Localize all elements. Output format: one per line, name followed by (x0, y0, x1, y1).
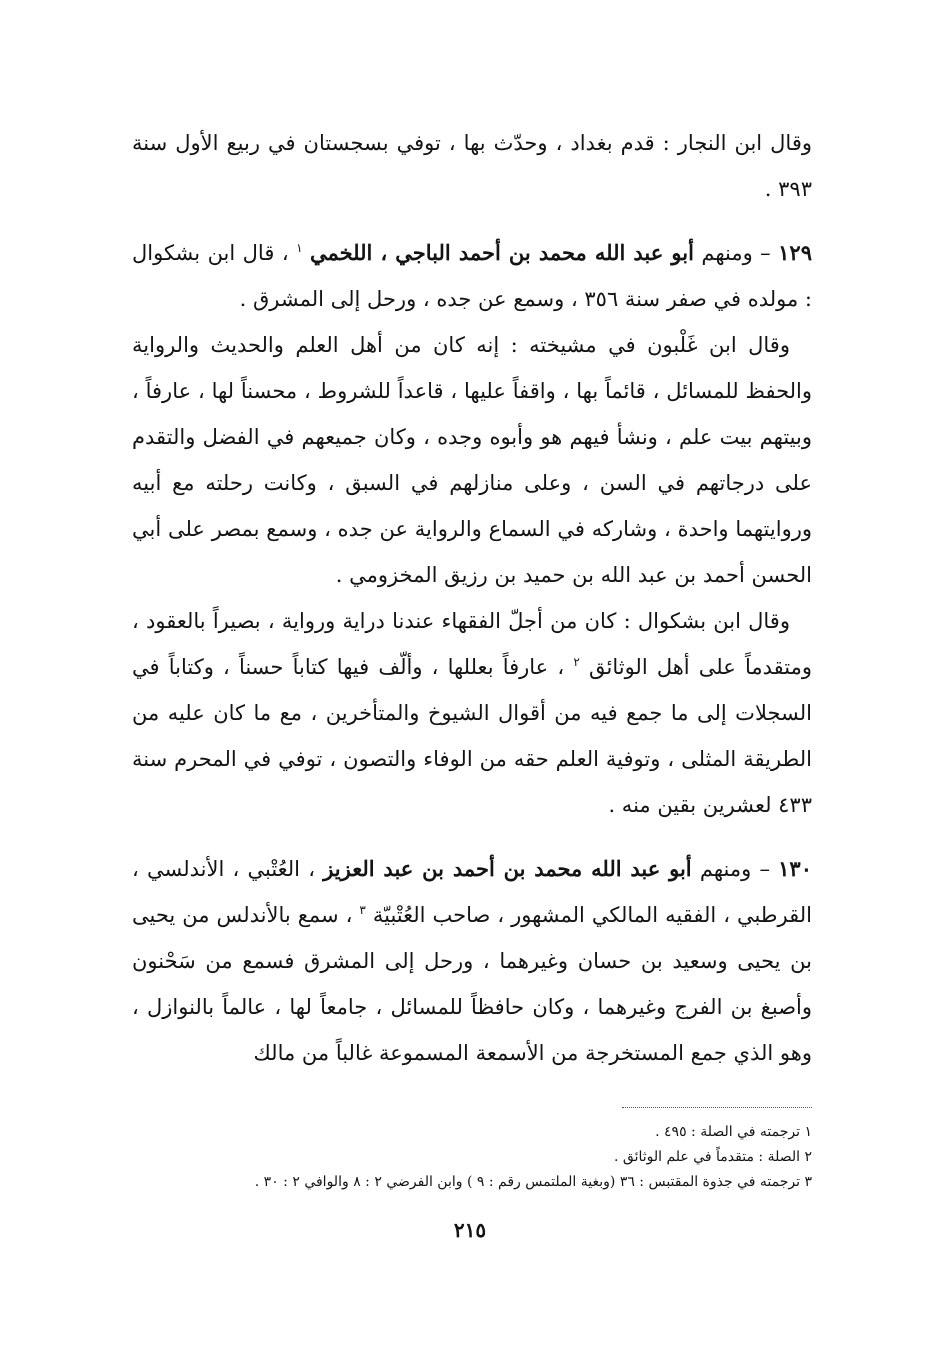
entry-text: ، قال ابن بشكوال : مولده في صفر سنة ٣٥٦ ، وسمع عن جده ، ورحل إلى المشرق . (132, 241, 812, 311)
entry-lead: – ومنهم (691, 857, 770, 881)
entry-name: أبو عبد الله محمد بن أحمد الباجي ، اللخمي (309, 240, 694, 265)
footnote-ref[interactable]: ٣ (359, 903, 366, 917)
footnote-ref[interactable]: ١ (296, 241, 303, 255)
paragraph-text: ، عارفاً بعللها ، وألّف فيها كتاباً حسناً ، وكتاباً في السجلات إلى ما جمع فيه من أقوال الشيوخ والمتأخرين ، مع ما كان عليه من الطريقة المثلى ، وتوفية العلم حقه من الوفاء والتصون ، توفي في المحرم سنة ٤٣٣ لعشرين بقين منه . (132, 655, 812, 817)
paragraph-ibn-najjar (132, 120, 812, 212)
page-number: ٢١٥ (453, 1218, 487, 1242)
main-text (132, 120, 812, 1076)
entry-text: ، العُتْبي ، الأندلسي ، القرطبي ، الفقيه المالكي المشهور ، صاحب العُتْبيّة (132, 857, 812, 927)
entry-lead: – ومنهم (693, 241, 771, 265)
entry-text: ، سمع بالأندلس من يحيى بن يحيى وسعيد بن حسان وغيرهما ، ورحل إلى المشرق فسمع من سَحْنون وأصبغ بن الفرج وغيرهما ، وكان حافظاً للمسائل ، جامعاً لها ، عالماً بالنوازل ، وهو الذي جمع المستخرجة من الأسمعة المسموعة غالباً من مالك (132, 903, 812, 1065)
footnote-ref[interactable]: ٢ (573, 655, 580, 669)
paragraph-ibn-ghalbun (132, 322, 812, 598)
paragraph-text: وقال ابن بشكوال : كان من أجلّ الفقهاء عندنا دراية ورواية ، بصيراً بالعقود ، ومتقدماً على أهل الوثائق (132, 609, 812, 679)
footnote-1: ١ ترجمته في الصلة : ٤٩٥ . (655, 1124, 812, 1140)
footnote-2: ٢ الصلة : متقدماً في علم الوثائق . (614, 1149, 812, 1165)
paragraph-text: وقال ابن النجار : قدم بغداد ، وحدّث بها ، توفي بسجستان في ربيع الأول سنة ٣٩٣ . (132, 131, 812, 201)
entry-129 (132, 230, 812, 322)
entry-spacer (132, 212, 812, 230)
footnotes (126, 1120, 812, 1195)
footnote-divider (622, 1107, 812, 1108)
entry-number: ١٣٠ (778, 856, 812, 881)
entry-name: أبو عبد الله محمد بن أحمد بن عبد العزيز (323, 856, 692, 881)
entry-130 (132, 846, 812, 1076)
paragraph-text: وقال ابن غَلْبون في مشيخته : إنه كان من أهل العلم والحديث والرواية والحفظ للمسائل ، قائماً بها ، واقفاً عليها ، قاعداً للشروط ، محسناً لها ، عارفاً ، وبيتهم بيت علم ، ونشأ فيهم هو وأبوه وجده ، وكان جميعهم في الفضل والتقدم على درجاتهم في السن ، وعلى منازلهم في السبق ، وكانت رحلته مع أبيه وروايتهما واحدة ، وشاركه في السماع والرواية عن جده ، وسمع بمصر على أبي الحسن أحمد بن عبد الله بن حميد بن رزيق المخزومي . (132, 333, 812, 587)
entry-spacer (132, 828, 812, 846)
footnote-3: ٣ ترجمته في جذوة المقتبس : ٣٦ (وبغية الملتمس رقم : ٩ ) وابن الفرضي ٢ : ٨ والوافي ٢ : ٣٠ . (254, 1174, 812, 1190)
paragraph-ibn-bashkuwal (132, 598, 812, 828)
entry-number: ١٢٩ (778, 240, 812, 265)
